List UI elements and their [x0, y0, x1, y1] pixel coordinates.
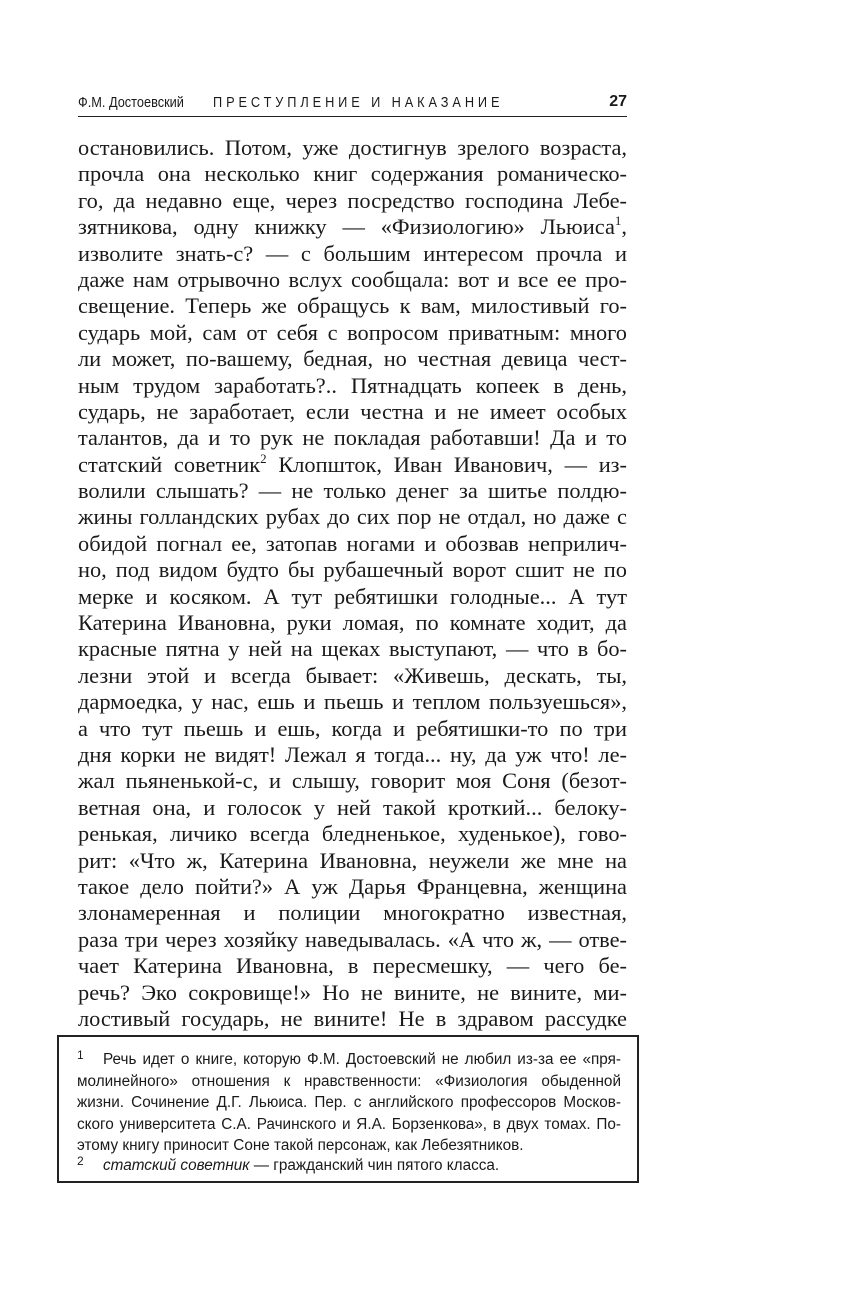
- header-author: Ф.М. Достоевский: [78, 94, 184, 111]
- text-line: го, да недавно еще, через посредство господина Лебе-: [78, 187, 627, 213]
- footnote-marker[interactable]: 1: [614, 213, 622, 229]
- text-line: обидой погнал ее, затопав ногами и обозвав неприлич-: [78, 530, 627, 556]
- text-line: сударь мой, сам от себя с вопросом приватным: много: [78, 319, 627, 345]
- footnote-line: молинейного» отношения к нравственности: «Физиология обыденной: [77, 1072, 621, 1090]
- body-text: [78, 135, 627, 1032]
- text-line: раза три через хозяйку наведывалась. «А что ж, — отве-: [78, 926, 627, 952]
- text-line: такое дело пойти?» А уж Дарья Францевна, женщина: [78, 873, 627, 899]
- text-line: ветная она, и голосок у ней такой кроткий... белоку-: [78, 794, 627, 820]
- text-line: но, под видом будто бы рубашечный ворот сшит не по: [78, 557, 627, 583]
- text-line: Катерина Ивановна, руки ломая, по комнате ходит, да: [78, 610, 627, 636]
- text-line: речь? Эко сокровище!» Но не вините, не вините, ми-: [78, 979, 627, 1005]
- text-line: чает Катерина Ивановна, в пересмешку, — чего бе-: [78, 953, 627, 979]
- text-line: даже нам отрывочно вслух сообщала: вот и все ее про-: [78, 266, 627, 292]
- footnote-term: статский советник: [103, 1157, 250, 1174]
- text-line: свещение. Теперь же обращусь к вам, милостивый го-: [78, 293, 627, 319]
- text-line: статский советник$^2$ Клопшток, Иван Иванович, — из-: [78, 450, 627, 477]
- text-line: изволите знать-с? — с большим интересом прочла и: [78, 240, 627, 266]
- text-line: остановились. Потом, уже достигнув зрелого возраста,: [78, 135, 627, 160]
- text-line: дня корки не видят! Лежал я тогда... ну, да уж что! ле-: [78, 741, 627, 767]
- text-line: сударь, не заработает, если честна и не имеет особых: [78, 398, 627, 424]
- footnote-line: ского университета С.А. Рачинского и Я.А. Борзенкова», в двух томах. По-: [77, 1115, 621, 1133]
- page-number: 27: [609, 93, 627, 110]
- text-line: лезни этой и всегда бывает: «Живешь, дескать, ты,: [78, 662, 627, 688]
- running-header: [78, 90, 627, 117]
- text-line: жал пьяненькой-с, и слышу, говорит моя Соня (безот-: [78, 768, 627, 794]
- footnote-2: 2 статский советник — гражданский чин пятого класса.: [77, 1154, 500, 1174]
- text-line: волили слышать? — не только денег за шитье полдю-: [78, 478, 627, 504]
- text-line: ренькая, личико всегда бледненькое, худенькое), гово-: [78, 821, 627, 847]
- text-line: рит: «Что ж, Катерина Ивановна, неужели же мне на: [78, 847, 627, 873]
- text-line: жины голландских рубах до сих пор не отдал, но даже с: [78, 504, 627, 530]
- text-line: дармоедка, у нас, ешь и пьешь и теплом пользуешься»,: [78, 689, 627, 715]
- footnote-line: этому книгу приносит Соне такой персонаж, как Лебезятников.: [77, 1137, 524, 1154]
- text-line: лостивый государь, не вините! Не в здравом рассудке: [78, 1005, 627, 1031]
- text-line: зятникова, одну книжку — «Физиологию» Льюиса$^1$,: [78, 213, 627, 240]
- text-line: талантов, да и то рук не покладая работавши! Да и то: [78, 425, 627, 451]
- header-book-title: ПРЕСТУПЛЕНИЕ И НАКАЗАНИЕ: [213, 94, 504, 111]
- footnotes-box: [57, 1035, 639, 1183]
- text-line: а что тут пьешь и ешь, когда и ребятишки-то по три: [78, 715, 627, 741]
- text-line: ным трудом заработать?.. Пятнадцать копеек в день,: [78, 372, 627, 398]
- footnote-1: [77, 1049, 621, 1157]
- text-line: злонамеренная и полиции многократно известная,: [78, 900, 627, 926]
- footnote-line: жизни. Сочинение Д.Г. Льюиса. Пер. с английского профессоров Москов-: [77, 1094, 621, 1111]
- text-line: ли может, по-вашему, бедная, но честная девица чест-: [78, 346, 627, 372]
- footnote-line: 1 Речь идет о книге, которую Ф.М. Достоевский не любил из-за ее «пря-: [77, 1048, 621, 1068]
- text-line: красные пятна у ней на щеках выступают, — что в бо-: [78, 636, 627, 662]
- text-line: мерке и косяком. А тут ребятишки голодные... А тут: [78, 583, 627, 609]
- footnote-text: — гражданский чин пятого класса.: [249, 1157, 500, 1174]
- text-line: прочла она несколько книг содержания романическо-: [78, 161, 627, 187]
- footnote-marker[interactable]: 2: [260, 450, 267, 466]
